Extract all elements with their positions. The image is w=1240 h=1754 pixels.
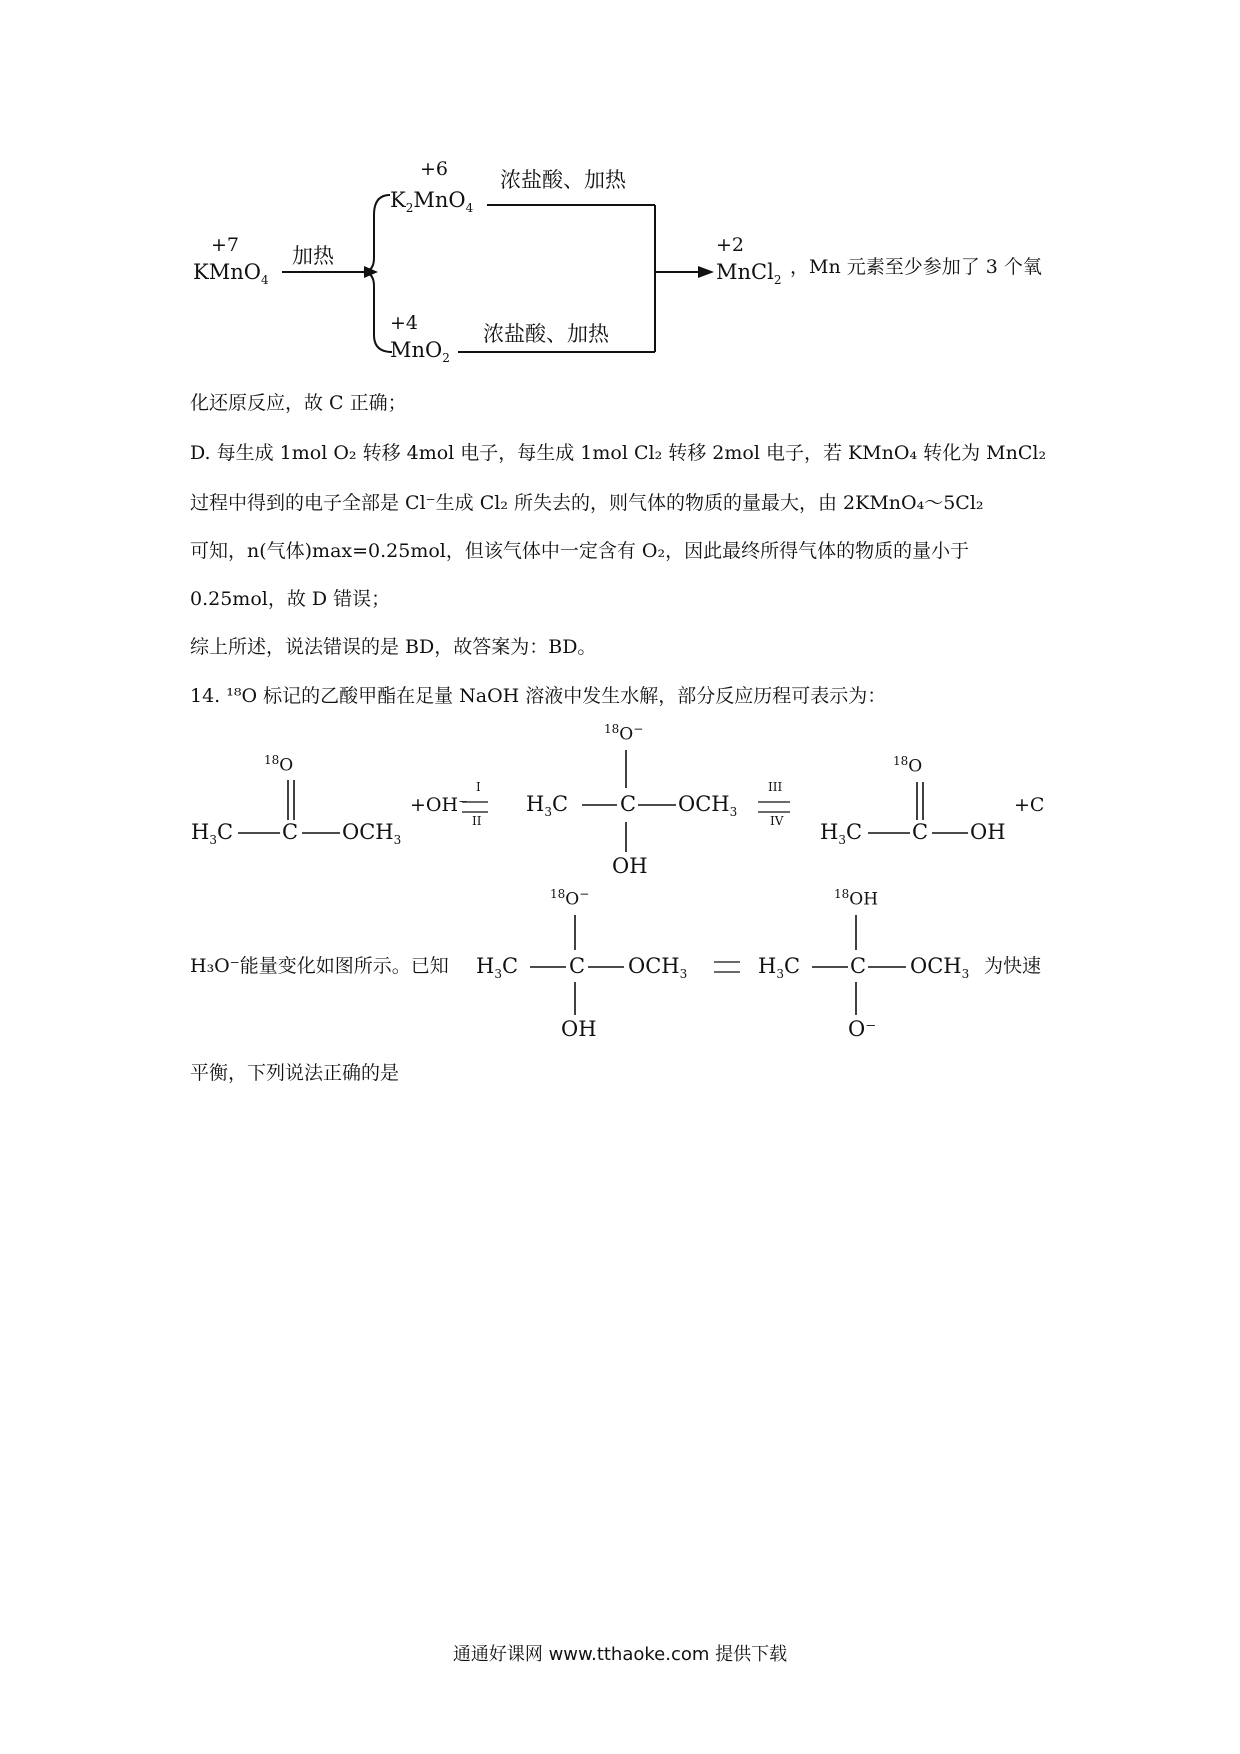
kmno4-formula: KMnO$_4$ [193,260,269,288]
mncl2-oxidation-state: +2 [716,234,745,256]
hcl-heat-label-bottom: 浓盐酸、加热 [483,322,609,346]
mno2-formula: MnO$_2$ [390,338,450,366]
step-i-label: I [476,780,481,794]
eq-right-oh-18: $^{18}$OH [834,887,879,910]
line-d-1: D. 每生成 1mol O₂ 转移 4mol 电子，每生成 1mol Cl₂ 转移 2mol 电子，若 KMnO₄ 转化为 MnCl₂ [190,442,1047,464]
redox-trailing-text: ，Mn 元素至少参加了 3 个氧 [790,256,1042,278]
line-d-4: 0.25mol，故 D 错误； [190,588,391,610]
eq-left-c: C [569,954,586,978]
heat-label: 加热 [292,244,334,268]
line-d-3: 可知，n(气体)max=0.25mol，但该气体中一定含有 O₂，因此最终所得气体的物质的量小于 [190,540,970,562]
step-iv-label: IV [770,814,784,828]
step-ii-label: II [472,814,482,828]
mno2-oxidation-state: +4 [390,312,419,334]
ester-c: C [282,820,299,844]
question-14: 14. ¹⁸O 标记的乙酸甲酯在足量 NaOH 溶液中发生水解，部分反应历程可表示为： [190,685,887,707]
eq-right-h3c: $H_3C$ [758,954,801,982]
step-iii-label: III [768,780,783,794]
question-14-end: 平衡，下列说法正确的是 [190,1062,400,1084]
plus-hydroxide: +OH⁻ [410,794,469,816]
k2mno4-oxidation-state: +6 [420,158,449,180]
ester-carbonyl-o: $^{18}$O [264,753,294,776]
eq-right-c: C [850,954,867,978]
intermediate-h3c: $H_3C$ [526,792,569,820]
eq-left-oh: OH [561,1017,597,1041]
mncl2-formula: MnCl$_2$ [716,260,782,288]
acid-h3c: $H_3C$ [820,820,863,848]
line-c-correct: 化还原反应，故 C 正确； [190,392,407,414]
ester-och3: $OCH_3$ [342,820,402,848]
eq-left-och3: $OCH_3$ [628,954,688,982]
eq-right-och3: $OCH_3$ [910,954,970,982]
summary-line: 综上所述，说法错误的是 BD，故答案为：BD。 [190,636,597,658]
acid-oh: OH [970,820,1006,844]
kmno4-oxidation-state: +7 [211,234,240,256]
plus-c: +C [1014,794,1045,816]
intermediate-o-minus: $^{18}$O− [604,722,644,745]
intermediate-c: C [620,792,637,816]
intermediate-och3: $OCH_3$ [678,792,738,820]
intermediate-oh: OH [612,854,648,878]
page-footer: 通通好课网 www.tthaoke.com 提供下载 [452,1644,788,1665]
question-14-after-2: 为快速 [984,955,1042,977]
eq-left-o-minus: $^{18}$O− [550,887,590,910]
eq-left-h3c: $H_3C$ [476,954,519,982]
acid-c: C [912,820,929,844]
line-d-2: 过程中得到的电子全部是 Cl⁻生成 Cl₂ 所失去的，则气体的物质的量最大，由 2KMnO₄～5Cl₂ [190,492,984,514]
ester-h3c: $H_3C$ [191,820,234,848]
acid-carbonyl-o: $^{18}$O [893,754,923,777]
question-14-after: H₃O⁻能量变化如图所示。已知 [190,955,449,977]
eq-right-o-minus: O⁻ [848,1017,877,1041]
k2mno4-formula: $K_2MnO_4$ [390,188,474,216]
hcl-heat-label-top: 浓盐酸、加热 [500,168,626,192]
